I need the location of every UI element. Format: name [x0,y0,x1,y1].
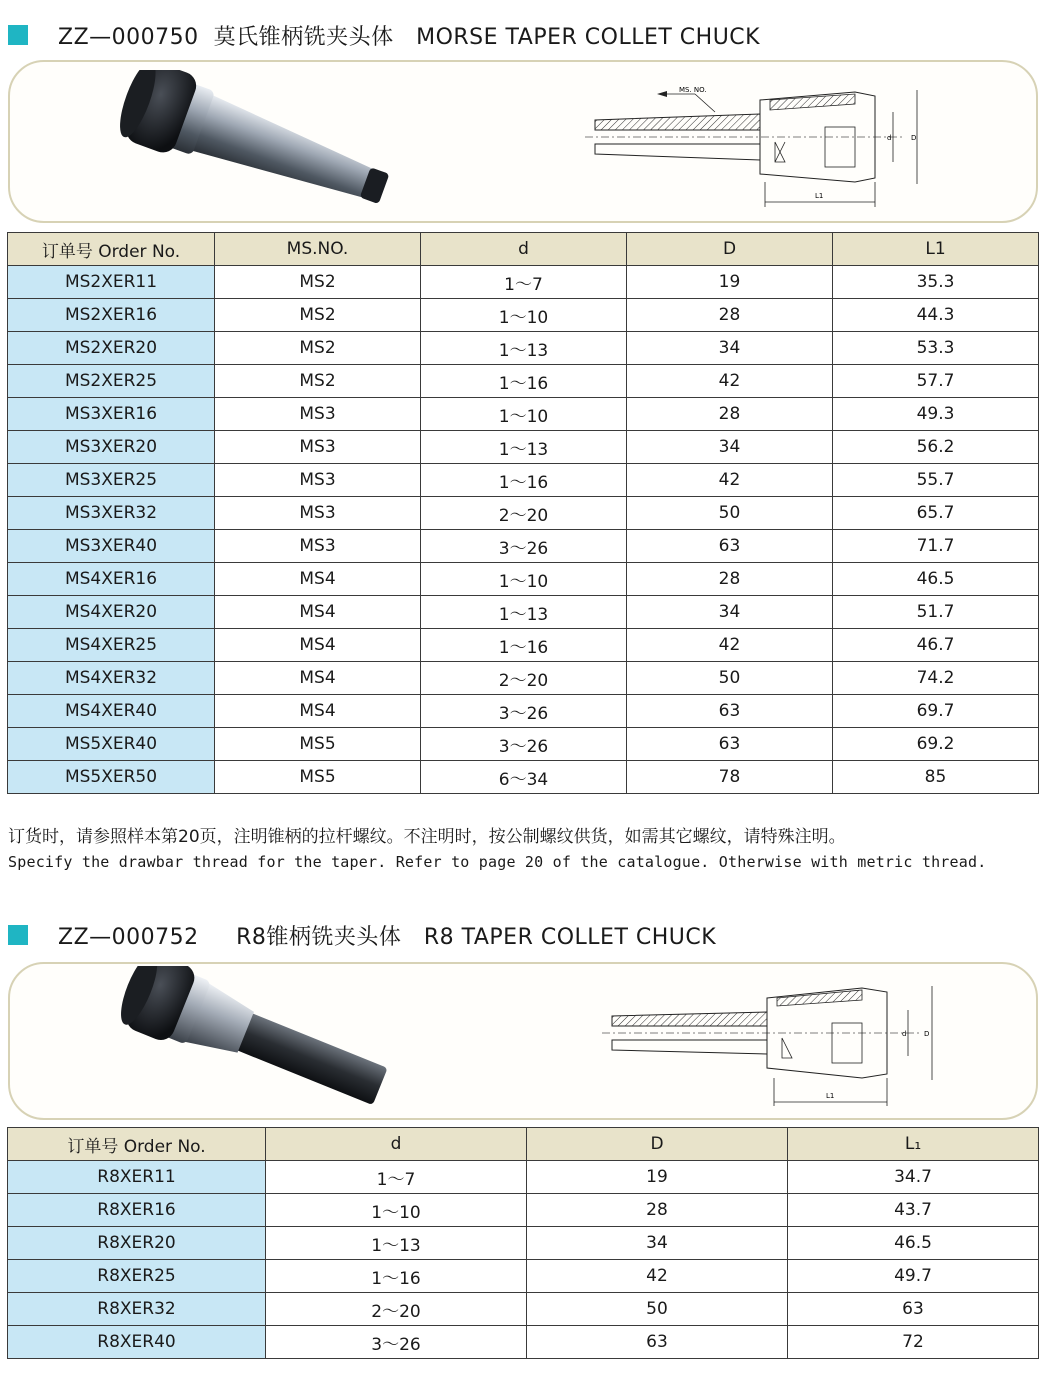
l1-cell: 51.7 [833,596,1039,629]
table-header-row [8,1128,1039,1161]
order-no-cell: MS3XER16 [8,398,215,431]
big-d-cell: 34 [627,596,833,629]
ms-no-cell: MS2 [215,299,421,332]
l1-cell: 46.5 [833,563,1039,596]
col-header-ms-no: MS.NO. [215,233,421,266]
d-cell: 3～26 [266,1326,527,1359]
table-row [8,497,1039,530]
big-d-cell: 42 [627,629,833,662]
big-d-cell: 63 [527,1326,788,1359]
d-cell: 1～7 [266,1161,527,1194]
ms-no-cell: MS3 [215,431,421,464]
l1-cell: 74.2 [833,662,1039,695]
d-cell: 3～26 [421,695,627,728]
big-d-cell: 34 [627,431,833,464]
col-header-big-d: D [527,1128,788,1161]
big-d-cell: 63 [627,530,833,563]
table-row [8,629,1039,662]
ms-no-label: MS. NO. [679,86,707,94]
ms-no-cell: MS4 [215,629,421,662]
d-cell: 1～16 [421,365,627,398]
ms-no-cell: MS5 [215,761,421,794]
table-row [8,266,1039,299]
l1-cell: 43.7 [788,1194,1039,1227]
d-cell: 1～13 [421,332,627,365]
table-row [8,1194,1039,1227]
big-d-cell: 28 [627,563,833,596]
small-d-dim-label: d [887,134,892,142]
note-english: Specify the drawbar thread for the taper. Refer to page 20 of the catalogue. Otherwise with metric thread. [8,853,987,871]
ms-no-cell: MS4 [215,596,421,629]
order-no-cell: MS2XER20 [8,332,215,365]
order-no-cell: R8XER16 [8,1194,266,1227]
table-header-row [8,233,1039,266]
big-d-cell: 42 [527,1260,788,1293]
table-row [8,398,1039,431]
order-no-cell: MS3XER20 [8,431,215,464]
col-header-l1: L₁ [788,1128,1039,1161]
r8-spec-table [7,1127,1039,1359]
r8-chuck-drawing [602,978,942,1118]
d-cell: 1～10 [266,1194,527,1227]
table-row [8,365,1039,398]
l1-cell: 49.7 [788,1260,1039,1293]
d-cell: 3～26 [421,530,627,563]
table-row [8,596,1039,629]
d-cell: 1～16 [421,464,627,497]
r8-big-d-dim-label: D [924,1030,930,1038]
l1-cell: 35.3 [833,266,1039,299]
d-cell: 1～16 [421,629,627,662]
order-no-cell: MS3XER40 [8,530,215,563]
l1-cell: 71.7 [833,530,1039,563]
l1-cell: 46.5 [788,1227,1039,1260]
l1-cell: 46.7 [833,629,1039,662]
morse-chuck-drawing [585,82,925,222]
order-no-cell: MS5XER40 [8,728,215,761]
d-cell: 1～16 [266,1260,527,1293]
d-cell: 1～10 [421,299,627,332]
l1-cell: 49.3 [833,398,1039,431]
l1-cell: 44.3 [833,299,1039,332]
big-d-cell: 34 [627,332,833,365]
big-d-cell: 50 [527,1293,788,1326]
order-no-cell: MS2XER16 [8,299,215,332]
table-row [8,464,1039,497]
section2-title-bar [8,920,716,950]
section2-title: ZZ—000752 R8锥柄铣夹头体 R8 TAPER COLLET CHUCK [58,924,717,950]
morse-spec-table [7,232,1039,794]
big-d-cell: 50 [627,662,833,695]
big-d-dim-label: D [911,134,917,142]
big-d-cell: 19 [627,266,833,299]
d-cell: 2～20 [421,662,627,695]
table-row [8,332,1039,365]
d-cell: 1～7 [421,266,627,299]
d-cell: 1～13 [421,596,627,629]
big-d-cell: 63 [627,728,833,761]
l1-cell: 69.7 [833,695,1039,728]
table-row [8,1227,1039,1260]
big-d-cell: 34 [527,1227,788,1260]
section1-title: ZZ—000750 莫氏锥柄铣夹头体 MORSE TAPER COLLET CHUCK [58,24,761,50]
col-header-big-d: D [627,233,833,266]
order-no-cell: MS4XER32 [8,662,215,695]
table-row [8,1161,1039,1194]
col-header-l1: L1 [833,233,1039,266]
table-row [8,1326,1039,1359]
table-row [8,431,1039,464]
big-d-cell: 42 [627,464,833,497]
table-row [8,761,1039,794]
ms-no-cell: MS4 [215,695,421,728]
table-row [8,728,1039,761]
big-d-cell: 63 [627,695,833,728]
section2-image-panel [8,962,1038,1120]
section1-title-bar [8,20,760,50]
r8-small-d-dim-label: d [902,1030,907,1038]
table-row [8,695,1039,728]
r8-l1-dim-label: L1 [826,1092,835,1100]
d-cell: 3～26 [421,728,627,761]
col-header-d: d [266,1128,527,1161]
big-d-cell: 19 [527,1161,788,1194]
l1-cell: 53.3 [833,332,1039,365]
col-header-d: d [421,233,627,266]
order-no-cell: MS4XER16 [8,563,215,596]
l1-cell: 55.7 [833,464,1039,497]
section2-square-icon [8,925,28,945]
d-cell: 1～13 [266,1227,527,1260]
d-cell: 1～10 [421,398,627,431]
big-d-cell: 28 [527,1194,788,1227]
order-no-cell: MS3XER32 [8,497,215,530]
section1-image-panel [8,60,1038,223]
big-d-cell: 28 [627,299,833,332]
section1-square-icon [8,25,28,45]
table-row [8,662,1039,695]
ms-no-cell: MS3 [215,497,421,530]
ms-no-cell: MS3 [215,398,421,431]
ms-no-cell: MS2 [215,266,421,299]
order-no-cell: MS3XER25 [8,464,215,497]
order-no-cell: R8XER32 [8,1293,266,1326]
d-cell: 6～34 [421,761,627,794]
big-d-cell: 42 [627,365,833,398]
order-no-cell: MS2XER25 [8,365,215,398]
order-no-cell: R8XER40 [8,1326,266,1359]
l1-cell: 85 [833,761,1039,794]
table-row [8,530,1039,563]
ms-no-cell: MS2 [215,332,421,365]
d-cell: 1～10 [421,563,627,596]
ms-no-cell: MS4 [215,563,421,596]
col-header-order-no: 订单号 Order No. [8,1128,266,1161]
ms-no-cell: MS4 [215,662,421,695]
order-no-cell: R8XER25 [8,1260,266,1293]
table-row [8,563,1039,596]
table-row [8,1260,1039,1293]
l1-cell: 72 [788,1326,1039,1359]
order-no-cell: R8XER20 [8,1227,266,1260]
r8-chuck-photo [110,966,400,1106]
big-d-cell: 28 [627,398,833,431]
ms-no-cell: MS3 [215,464,421,497]
order-no-cell: R8XER11 [8,1161,266,1194]
big-d-cell: 78 [627,761,833,794]
l1-cell: 57.7 [833,365,1039,398]
table-row [8,299,1039,332]
l1-cell: 56.2 [833,431,1039,464]
l1-cell: 63 [788,1293,1039,1326]
d-cell: 1～13 [421,431,627,464]
d-cell: 2～20 [421,497,627,530]
ms-no-cell: MS5 [215,728,421,761]
morse-chuck-photo [105,70,405,210]
l1-cell: 69.2 [833,728,1039,761]
order-no-cell: MS5XER50 [8,761,215,794]
l1-cell: 65.7 [833,497,1039,530]
order-no-cell: MS2XER11 [8,266,215,299]
note-chinese: 订货时，请参照样本第20页，注明锥柄的拉杆螺纹。不注明时，按公制螺纹供货，如需其它螺纹，请特殊注明。 [8,827,846,847]
table-row [8,1293,1039,1326]
ms-no-cell: MS2 [215,365,421,398]
l1-cell: 34.7 [788,1161,1039,1194]
l1-dim-label: L1 [815,192,824,200]
order-no-cell: MS4XER20 [8,596,215,629]
ms-no-cell: MS3 [215,530,421,563]
col-header-order-no: 订单号 Order No. [8,233,215,266]
order-no-cell: MS4XER25 [8,629,215,662]
big-d-cell: 50 [627,497,833,530]
d-cell: 2～20 [266,1293,527,1326]
order-no-cell: MS4XER40 [8,695,215,728]
